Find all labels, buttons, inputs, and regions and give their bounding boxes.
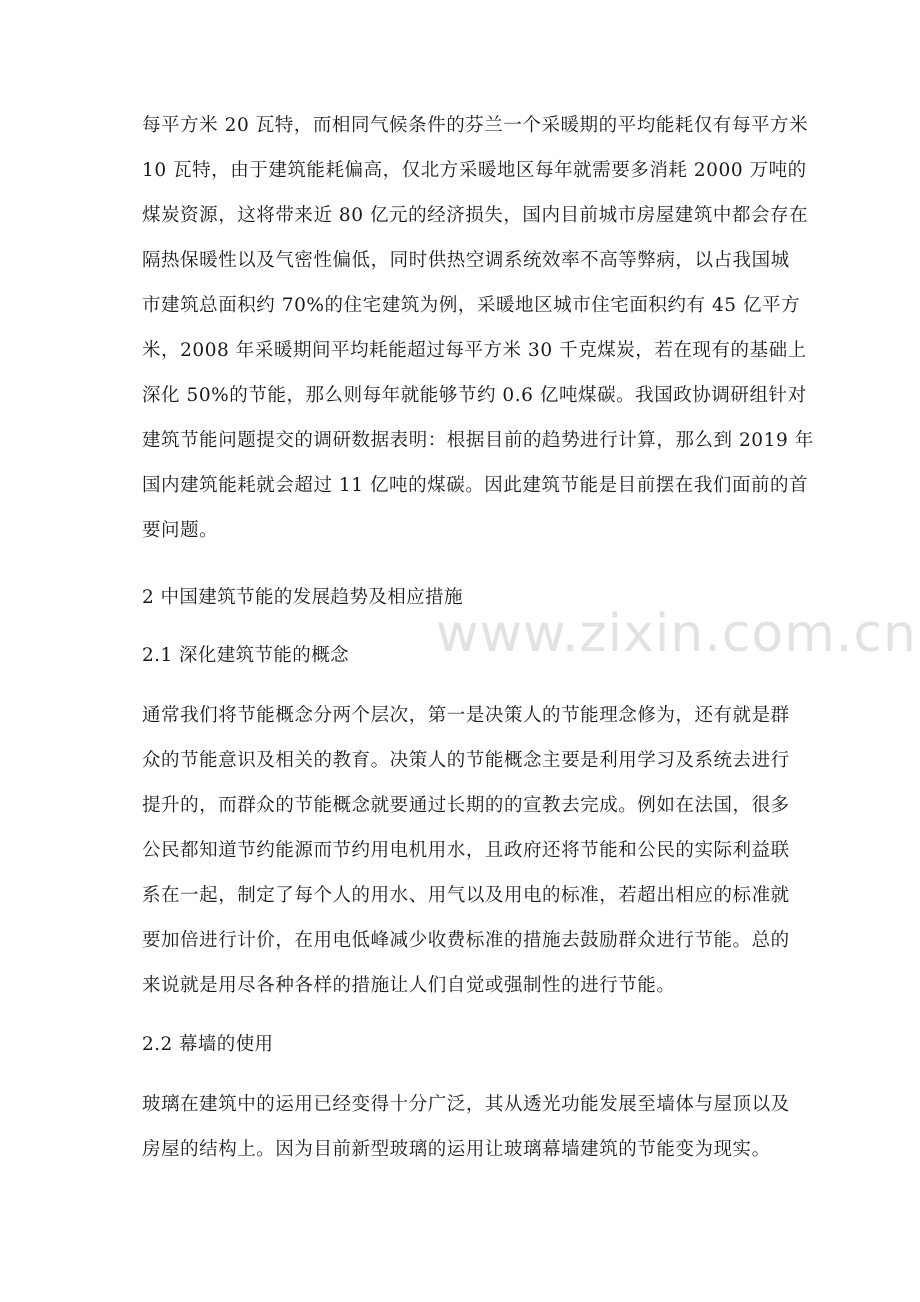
paragraph-line: 来说就是用尽各种各样的措施让人们自觉或强制性的进行节能。 <box>142 975 676 996</box>
paragraph-line: 通常我们将节能概念分两个层次，第一是决策人的节能理念修为，还有就是群 <box>142 705 790 726</box>
subsection-heading: 2.2 幕墙的使用 <box>142 1034 274 1055</box>
paragraph-line: 要加倍进行计价，在用电低峰减少收费标准的措施去鼓励群众进行节能。总的 <box>142 930 790 951</box>
paragraph-line: 米，2008 年采暖期间平均耗能超过每平方米 30 千克煤炭，若在现有的基础上 <box>142 340 807 361</box>
paragraph-line: 每平方米 20 瓦特，而相同气候条件的芬兰一个采暖期的平均能耗仅有每平方米 <box>142 115 809 136</box>
section-heading: 2 中国建筑节能的发展趋势及相应措施 <box>142 587 463 608</box>
paragraph-line: 市建筑总面积约 70%的住宅建筑为例，采暖地区城市住宅面积约有 45 亿平方 <box>142 295 801 316</box>
paragraph-line: 提升的，而群众的节能概念就要通过长期的的宣教去完成。例如在法国，很多 <box>142 795 790 816</box>
paragraph-line: 系在一起，制定了每个人的用水、用气以及用电的标准，若超出相应的标准就 <box>142 885 790 906</box>
subsection-heading: 2.1 深化建筑节能的概念 <box>142 645 350 666</box>
paragraph-line: 隔热保暖性以及气密性偏低，同时供热空调系统效率不高等弊病，以占我国城 <box>142 250 790 271</box>
paragraph-line: 众的节能意识及相关的教育。决策人的节能概念主要是利用学习及系统去进行 <box>142 750 790 771</box>
paragraph-line: 煤炭资源，这将带来近 80 亿元的经济损失，国内目前城市房屋建筑中都会存在 <box>142 205 809 226</box>
paragraph-line: 深化 50%的节能，那么则每年就能够节约 0.6 亿吨煤碳。我国政协调研组针对 <box>142 385 807 406</box>
paragraph-line: 房屋的结构上。因为目前新型玻璃的运用让玻璃幕墙建筑的节能变为现实。 <box>142 1139 771 1160</box>
paragraph-line: 国内建筑能耗就会超过 11 亿吨的煤碳。因此建筑节能是目前摆在我们面前的首 <box>142 475 809 496</box>
paragraph-line: 建筑节能问题提交的调研数据表明：根据目前的趋势进行计算，那么到 2019 年 <box>142 430 814 451</box>
paragraph-line: 10 瓦特，由于建筑能耗偏高，仅北方采暖地区每年就需要多消耗 2000 万吨的 <box>142 160 807 181</box>
paragraph-line: 公民都知道节约能源而节约用电机用水，且政府还将节能和公民的实际利益联 <box>142 840 790 861</box>
paragraph-line: 要问题。 <box>142 520 219 541</box>
watermark: www.zixin.com.cn <box>436 604 917 664</box>
paragraph-line: 玻璃在建筑中的运用已经变得十分广泛，其从透光功能发展至墙体与屋顶以及 <box>142 1094 790 1115</box>
